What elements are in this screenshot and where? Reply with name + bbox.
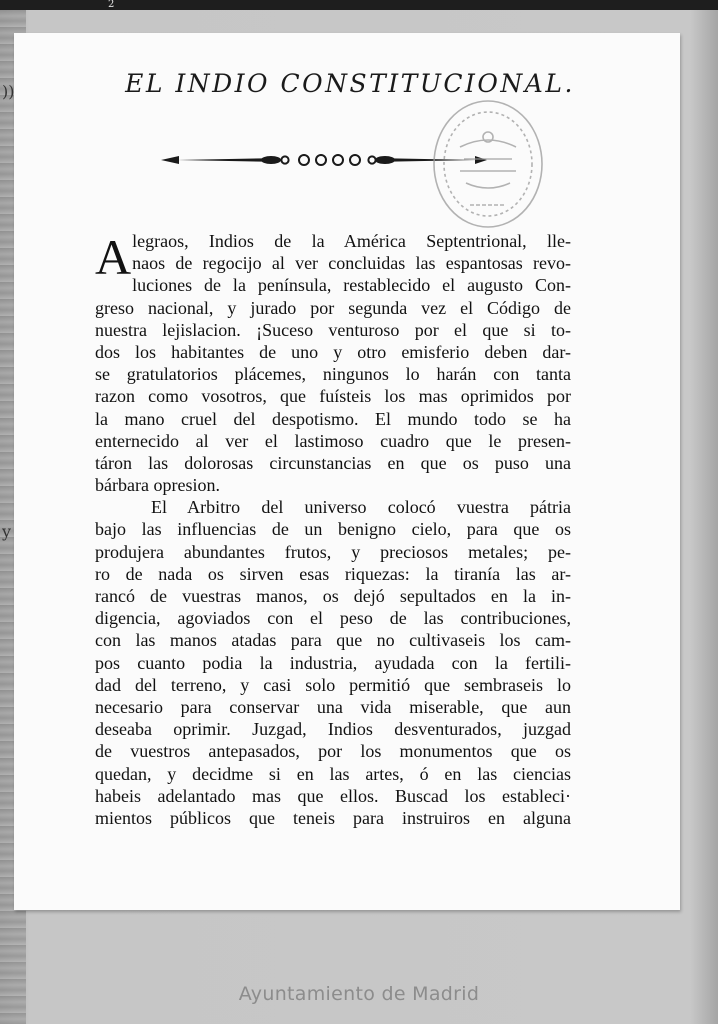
- text-line: táron las dolorosas circunstancias en que os puso una: [95, 452, 571, 473]
- text-line: ro de nada os sirven esas riquezas: la tiranía las ar-: [95, 563, 571, 584]
- text-line: habeis adelantado mas que ellos. Buscad los estableci·: [95, 785, 571, 806]
- printed-page: [14, 33, 680, 910]
- text-line: de vuestros antepasados, por los monumentos que os: [95, 741, 571, 762]
- watermark: Ayuntamiento de Madrid: [238, 983, 480, 1005]
- library-stamp: [430, 97, 546, 231]
- document-title: EL INDIO CONSTITUCIONAL.: [125, 69, 575, 98]
- body-text: [95, 230, 571, 829]
- text-line: legraos, Indios de la América Septentrional, lle-: [132, 231, 571, 251]
- text-line: enternecido al ver el lastimoso cuadro que le presen-: [95, 430, 571, 451]
- text-line: rancó de vuestras manos, os dejó sepultados en la in-: [95, 586, 571, 606]
- text-line: se gratulatorios plácemes, ningunos lo harán con tanta: [95, 364, 571, 385]
- binding-mark: )): [2, 82, 15, 101]
- text-line: con las manos atadas para que no cultivaseis los cam-: [95, 630, 571, 651]
- top-mark: 2: [108, 0, 115, 10]
- stamp-text: [430, 97, 546, 231]
- text-line: nuestra lejislacion. ¡Suceso venturoso por el que si to-: [95, 319, 571, 340]
- text-line: luciones de la península, restablecido el augusto Con-: [132, 275, 571, 296]
- drop-cap: A: [95, 229, 132, 285]
- text-line: dos los habitantes de uno y otro emisferio deben dar-: [95, 341, 571, 362]
- text-line: naos de regocijo al ver concluidas las espantosas revo-: [132, 253, 571, 274]
- text-line: greso nacional, y jurado por segunda vez el Código de: [95, 297, 571, 318]
- text-line: quedan, y decidme si en las artes, ó en las ciencias: [95, 763, 571, 784]
- text-line: bárbara opresion.: [95, 475, 220, 496]
- text-line: digencia, agoviados con el peso de las contribuciones,: [95, 608, 571, 629]
- text-line: razon como vosotros, que fuísteis los mas oprimidos por: [95, 386, 571, 407]
- text-line: produjera abundantes frutos, y preciosos metales; pe-: [95, 541, 571, 562]
- text-line: mientos públicos que teneis para instruiros en alguna: [95, 807, 571, 828]
- text-line: bajo las influencias de un benigno cielo, para que os: [95, 519, 571, 540]
- paragraph-1: [95, 230, 571, 496]
- text-line: dad del terreno, y casi solo permitió que sembraseis lo: [95, 674, 571, 695]
- paragraph-2: [95, 496, 571, 829]
- text-line: El Arbitro del universo colocó vuestra pátria: [151, 497, 571, 518]
- text-line: necesario para conservar una vida miserable, que aun: [95, 696, 571, 717]
- scan-top-edge: [0, 0, 718, 10]
- binding-mark: y: [2, 522, 12, 541]
- text-line: pos cuanto podia la industria, ayudada con la fertili-: [95, 652, 571, 673]
- text-line: deseaba oprimir. Juzgad, Indios desventurados, juzgad: [95, 719, 571, 740]
- text-line: la mano cruel del despotismo. El mundo todo se ha: [95, 408, 571, 429]
